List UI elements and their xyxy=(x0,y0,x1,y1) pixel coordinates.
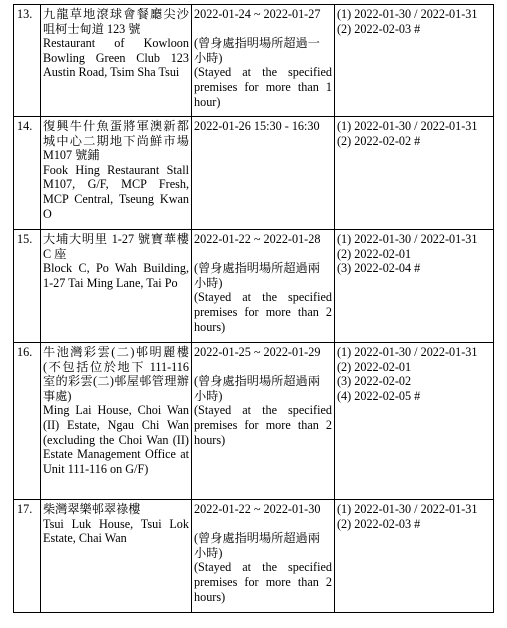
table-row xyxy=(14,5,494,117)
visit-period: 2022-01-22 ~ 2022-01-30 xyxy=(194,502,321,516)
premises-name-zh: 牛池灣彩雲(二)邨明麗樓(不包括位於地下 111-116 室的彩雲(二)邨屋邨管理辦事處) xyxy=(43,345,189,403)
date-cell xyxy=(192,343,335,500)
premises-name-en: Restaurant of Kowloon Bowling Green Club 123 Austin Road, Tsim Sha Tsui xyxy=(43,36,189,80)
premises-cell xyxy=(41,117,192,230)
spacer xyxy=(194,22,332,37)
date-cell xyxy=(192,5,335,117)
test-date: (2) 2022-02-03 # xyxy=(337,21,421,36)
premises-name-en: Tsui Luk House, Tsui Lok Estate, Chai Wan xyxy=(43,516,189,546)
test-date: (2) 2022-02-03 # xyxy=(337,516,421,531)
test-date: (1) 2022-01-30 / 2022-01-31 xyxy=(337,502,478,516)
spacer xyxy=(194,517,332,532)
stay-note-zh: (曾身處指明場所超過一小時) xyxy=(194,36,320,65)
table-row xyxy=(14,343,494,500)
stay-note-en: (Stayed at the specified premises for more than 2 hours) xyxy=(194,560,332,604)
date-cell xyxy=(192,500,335,613)
test-date: (1) 2022-01-30 / 2022-01-31 xyxy=(337,232,478,246)
test-date: (1) 2022-01-30 / 2022-01-31 xyxy=(337,7,478,21)
row-number: 14. xyxy=(14,117,41,230)
row-number: 16. xyxy=(14,343,41,500)
row-number: 15. xyxy=(14,230,41,343)
test-dates-cell xyxy=(335,230,494,343)
test-dates-cell xyxy=(335,5,494,117)
premises-name-en: Fook Hing Restaurant Stall M107, G/F, MCP Fresh, MCP Central, Tseung Kwan O xyxy=(43,162,189,221)
stay-note-en: (Stayed at the specified premises for more than 1 hour) xyxy=(194,65,332,109)
test-date: (1) 2022-01-30 / 2022-01-31 xyxy=(337,119,478,133)
date-cell xyxy=(192,230,335,343)
premises-cell xyxy=(41,343,192,500)
test-date: (3) 2022-02-02 xyxy=(337,374,412,389)
premises-name-zh: 九龍草地滾球會餐廳尖沙咀柯士甸道 123 號 xyxy=(43,7,189,36)
visit-period: 2022-01-22 ~ 2022-01-28 xyxy=(194,232,321,246)
test-date: (1) 2022-01-30 / 2022-01-31 xyxy=(337,345,478,359)
premises-cell xyxy=(41,230,192,343)
row-number: 17. xyxy=(14,500,41,613)
stay-note-en: (Stayed at the specified premises for more than 2 hours) xyxy=(194,290,332,334)
stay-note-zh: (曾身處指明場所超過兩小時) xyxy=(194,531,320,560)
stay-note-en: (Stayed at the specified premises for more than 2 hours) xyxy=(194,403,332,447)
test-date: (3) 2022-02-04 # xyxy=(337,261,421,276)
spacer xyxy=(194,247,332,262)
test-dates-cell xyxy=(335,117,494,230)
premises-name-en: Block C, Po Wah Building, 1-27 Tai Ming Lane, Tai Po xyxy=(43,261,189,290)
stay-note-zh: (曾身處指明場所超過兩小時) xyxy=(194,374,320,403)
test-dates-cell xyxy=(335,343,494,500)
test-date: (2) 2022-02-01 xyxy=(337,246,412,261)
premises-cell xyxy=(41,500,192,613)
stay-note-zh: (曾身處指明場所超過兩小時) xyxy=(194,261,320,290)
table-row xyxy=(14,230,494,343)
visit-period: 2022-01-25 ~ 2022-01-29 xyxy=(194,345,321,359)
specified-premises-table xyxy=(13,4,494,613)
test-date: (2) 2022-02-02 # xyxy=(337,133,421,148)
premises-name-zh: 大埔大明里 1-27 號寶華樓 C 座 xyxy=(43,232,189,261)
date-cell xyxy=(192,117,335,230)
premises-cell xyxy=(41,5,192,117)
row-number: 13. xyxy=(14,5,41,117)
visit-period: 2022-01-26 15:30 - 16:30 xyxy=(194,119,320,133)
test-dates-cell xyxy=(335,500,494,613)
premises-name-en: Ming Lai House, Choi Wan (II) Estate, Ngau Chi Wan (excluding the Choi Wan (II) Estate Management Office at Unit 111-116 on G/F) xyxy=(43,403,189,476)
test-date: (4) 2022-02-05 # xyxy=(337,388,421,403)
test-date: (2) 2022-02-01 xyxy=(337,359,412,374)
premises-name-zh: 復興牛什魚蛋將軍澳新都城中心二期地下尚鮮市場 M107 號鋪 xyxy=(43,119,189,163)
premises-name-zh: 柴灣翠樂邨翠祿樓 xyxy=(43,502,141,516)
table-row xyxy=(14,500,494,613)
table-row xyxy=(14,117,494,230)
visit-period: 2022-01-24 ~ 2022-01-27 xyxy=(194,7,321,21)
spacer xyxy=(194,360,332,375)
